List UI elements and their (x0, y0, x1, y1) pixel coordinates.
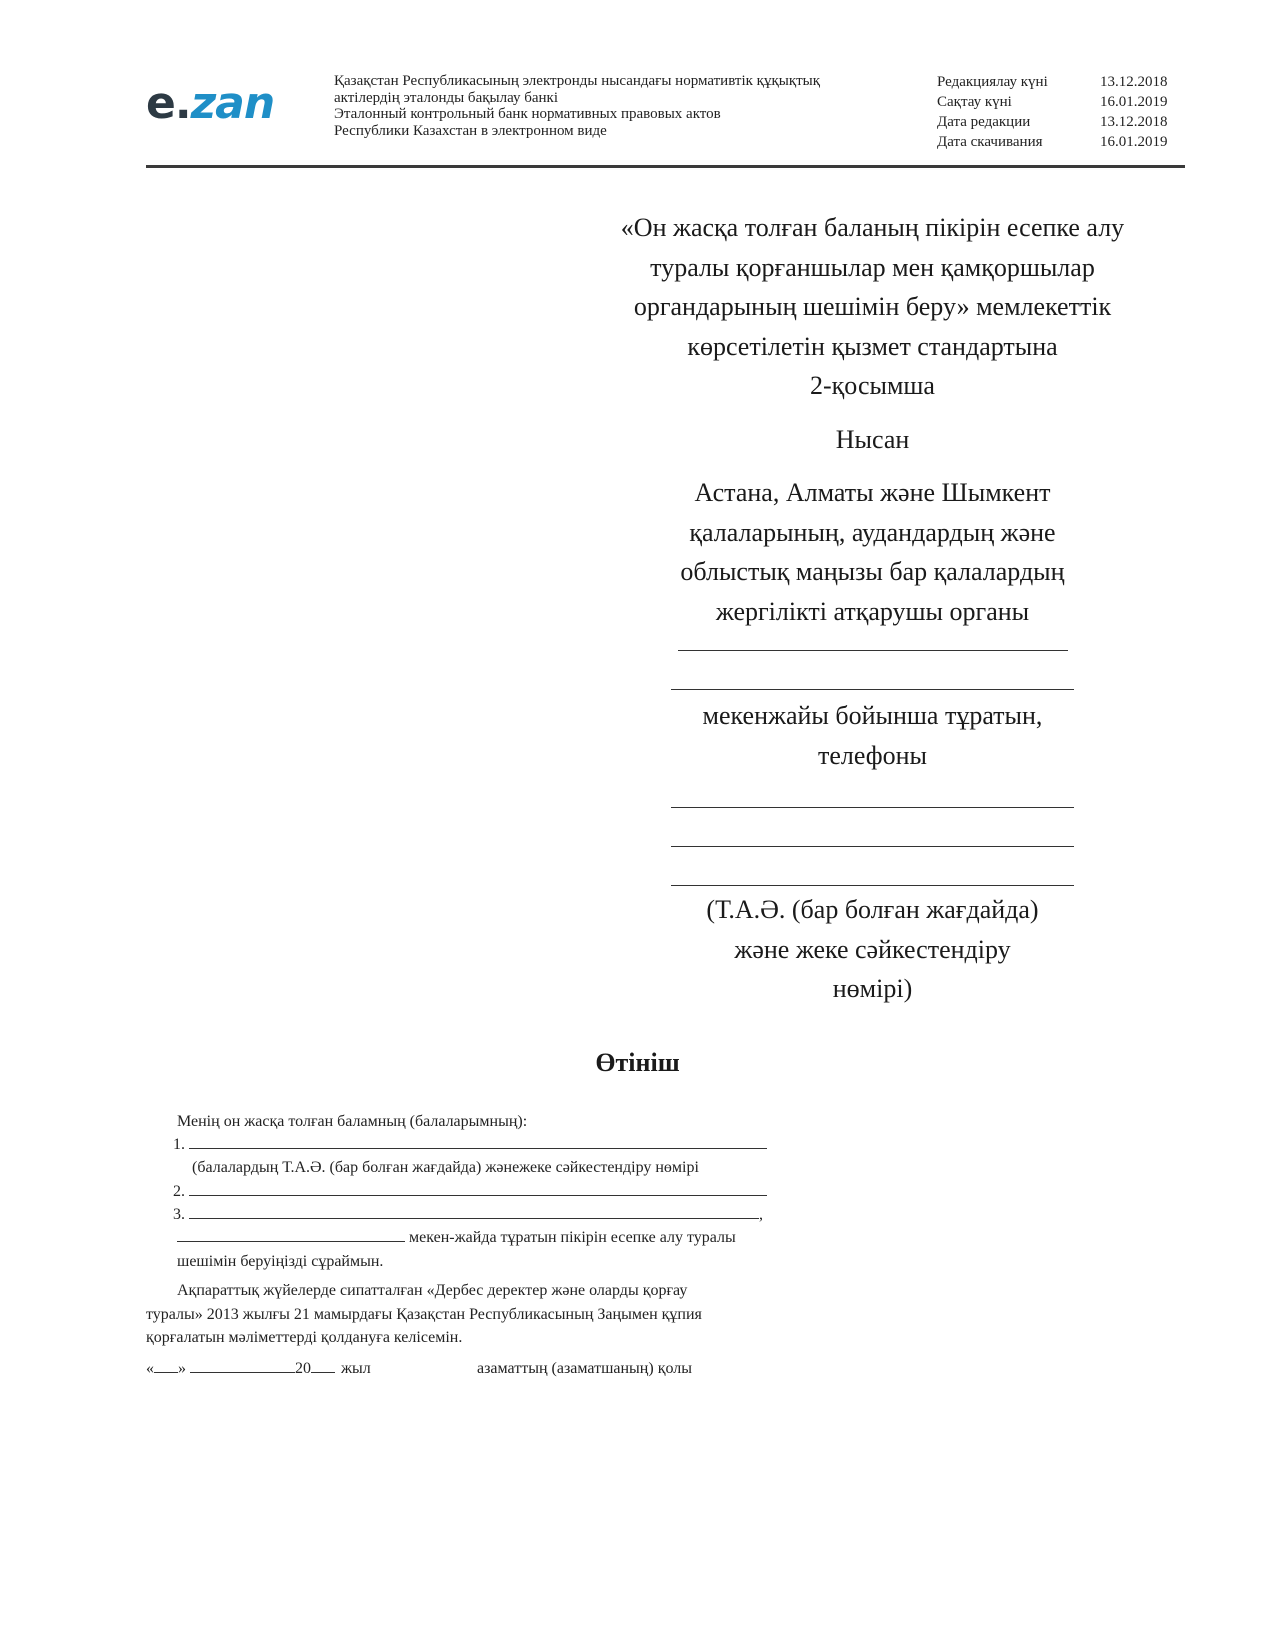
meta-value: 13.12.2018 (1100, 114, 1168, 130)
recipient-line: қалаларының, аудандардың және (689, 517, 1056, 547)
consent-line: қорғалатын мәліметтерді қолдануға келісемін. (146, 1329, 463, 1346)
name-line: және жеке сәйкестендіру (734, 934, 1011, 964)
header-divider (146, 165, 1185, 168)
blank-line (189, 1147, 767, 1149)
meta-label: Редакциялау күні (937, 74, 1048, 90)
blank-line (671, 885, 1074, 886)
header-line: Эталонный контрольный банк нормативных правовых актов (334, 106, 721, 122)
request-end: шешімін беруіңізді сұраймын. (177, 1253, 384, 1270)
item-1-caption: (балалардың Т.А.Ә. (бар болған жағдайда) жәнежеке сәйкестендіру нөмірі (192, 1159, 699, 1176)
meta-value: 13.12.2018 (1100, 74, 1168, 90)
appendix-line: 2-қосымша (810, 371, 935, 400)
meta-row (937, 112, 1180, 132)
appendix-line: туралы қорғаншылар мен қамқоршылар (650, 252, 1095, 282)
consent-line: Ақпараттық жүйелерде сипатталған «Дербес деректер және оларды қорғау (177, 1282, 688, 1299)
header-description (334, 73, 894, 139)
meta-row (937, 72, 1180, 92)
logo-zan-text: zan (190, 78, 275, 129)
year-word: жыл (341, 1360, 371, 1377)
logo-e-text: e. (146, 78, 191, 129)
header-meta (937, 72, 1180, 152)
recipient-line: Астана, Алматы және Шымкент (694, 478, 1051, 507)
name-line: нөмірі) (832, 974, 913, 1003)
blank-line (189, 1217, 759, 1219)
day-blank (154, 1371, 178, 1373)
meta-label: Сақтау күні (937, 94, 1012, 110)
ezan-logo (146, 78, 274, 130)
blank-line (671, 807, 1074, 808)
signature-label: азаматтың (азаматшаның) қолы (477, 1360, 692, 1377)
address-line: телефоны (818, 740, 927, 770)
date-close-quote: » (178, 1360, 186, 1377)
year-prefix: 20 (295, 1360, 311, 1377)
blank-line (678, 650, 1068, 651)
meta-label: Дата скачивания (937, 134, 1043, 150)
name-line: (Т.А.Ә. (бар болған жағдайда) (706, 895, 1039, 924)
intro-text: Менің он жасқа толған баламның (балаларымның): (177, 1113, 528, 1130)
date-line (146, 1360, 371, 1378)
request-line (177, 1229, 736, 1247)
appendix-line: органдарының шешімін беру» мемлекеттік (633, 292, 1112, 321)
header-line: актілердің эталонды бақылау банкі (334, 89, 558, 106)
address-line: мекенжайы бойынша тұратын, (702, 701, 1043, 730)
meta-value: 16.01.2019 (1100, 94, 1168, 110)
blank-line (671, 846, 1074, 847)
item-number: 1. (173, 1136, 185, 1153)
recipient-line: облыстық маңызы бар қалалардың (680, 557, 1065, 586)
appendix-line: көрсетілетін қызмет стандартына (687, 331, 1058, 361)
request-tail: мекен-жайда тұратын пікірін есепке алу туралы (409, 1229, 736, 1246)
form-label: Нысан (835, 424, 910, 454)
item-number: 2. (173, 1183, 185, 1200)
header-line: Қазақстан Республикасының электронды нысандағы нормативтік құқықтық (334, 73, 821, 89)
item-3 (173, 1206, 763, 1224)
meta-row (937, 132, 1180, 152)
document-title: Өтініш (595, 1048, 680, 1077)
consent-line: туралы» 2013 жылғы 21 мамырдағы Қазақстан Республикасының Заңымен құпия (146, 1306, 702, 1323)
blank-line (189, 1194, 767, 1196)
blank-line (177, 1240, 405, 1242)
item-1 (173, 1136, 767, 1154)
meta-label: Дата редакции (937, 114, 1031, 130)
meta-row (937, 92, 1180, 112)
blank-line (671, 689, 1074, 690)
item-number: 3. (173, 1206, 185, 1223)
meta-value: 16.01.2019 (1100, 134, 1168, 150)
header-line: Республики Казахстан в электронном виде (334, 122, 607, 139)
date-open-quote: « (146, 1360, 154, 1377)
appendix-line: «Он жасқа толған баланың пікірін есепке алу (620, 213, 1125, 242)
item-3-comma: , (759, 1206, 763, 1223)
right-block (560, 208, 1185, 1009)
month-blank (190, 1371, 295, 1373)
year-blank (311, 1371, 335, 1373)
recipient-line: жергілікті атқарушы органы (715, 596, 1030, 626)
item-2 (173, 1183, 767, 1201)
